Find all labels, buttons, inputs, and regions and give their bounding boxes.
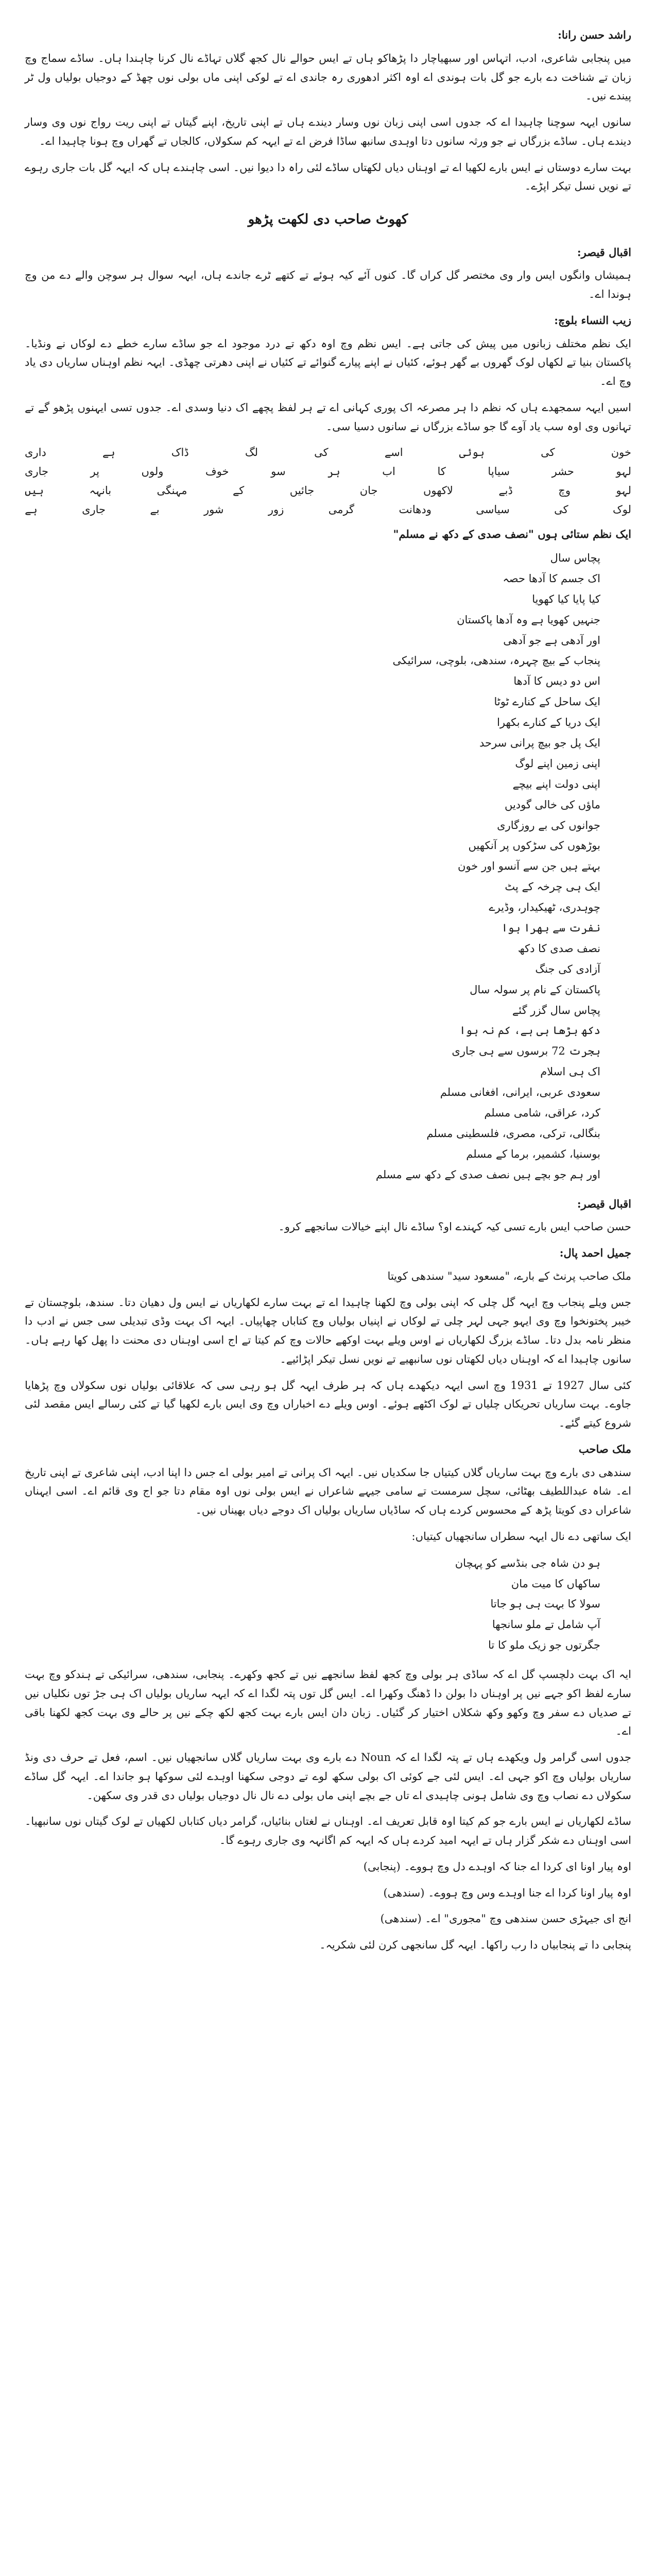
poem-line: سعودی عربی، ایرانی، افغانی مسلم [440,1086,600,1099]
section4-paragraph: جس ویلے پنجاب وچ ایہہ گل چلی کہ اپنی بولی وچ لکھنا چاہیدا اے تے بہت سارے لکھاریاں نے ایس ول دھیان دتا۔ سندھ، بلوچستان تے خیبر پختونخوا وچ وی ایہو جہی لہر چلی تے لوکاں نے اپنیاں بولیاں وچ کتاباں چھاپیاں۔ ایہہ اک بہت وڈی تبدیلی سی جس نے ادب دا منظر نامہ بدل دتا۔ ساڈے بزرگ لکھاریاں نے اوس ویلے بہت اوکھے حالات وچ کم کیتا تے اج اسی اوہناں دی محنت دا پھل کھا رہے ہاں۔ سانوں چاہیدا اے کہ اوہناں دیاں لکھتاں نوں سانبھیے تے نویں نسل تیکر اپڑائیے۔ [25,1296,631,1365]
spaced-word: کی [554,503,568,516]
poem-line: بوسنیا، کشمیر، برما کے مسلم [466,1147,600,1160]
section6-paragraph: ایہ اک بہت دلچسپ گل اے کہ ساڈی ہر بولی وچ کجھ لفظ سانجھے نیں تے کجھ وکھرے۔ پنجابی، سندھی، سرائیکی تے ہندکو وچ بہت سارے لفظ اکو جہے نیں پر اوہناں دا بولن دا ڈھنگ وکھرا اے۔ ایس گل توں پتہ لگدا اے کہ ایہہ ساریاں بولیاں اک ہی جڑ توں نکلیاں نیں تے صدیاں دے سفر وچ وکھو وکھ شکلاں اختیار کر گئیاں۔ زبان دان ایس بارے بہت کجھ لکھ چکے نیں پر حالے وی بہت کجھ لکھنا باقی اے۔ [25,1668,631,1738]
spaced-word: لوک [612,503,631,516]
poem-line: پنجاب کے بیچ چہرہ، سندھی، بلوچی، سرائیکی [392,654,600,667]
verse-line: جگرتوں جو زیک ملو کا تا [488,1639,600,1652]
poem-title: ایک نظم ستائی ہوں "نصف صدی کے دکھ نے مسلم" [393,528,631,541]
spaced-word: بانہہ [89,484,112,497]
spaced-word: ہے [25,503,38,516]
closing-line: پنجابی دا تے پنجابیاں دا رب راکھا۔ ایہہ گل سانجھی کرن لئی شکریہ۔ [319,1939,631,1952]
poem-line: ایک ہی چرخہ کے پٹ [505,880,600,893]
spaced-word: کی [541,446,555,459]
verse-line: آپ شامل تے ملو سانجھا [492,1618,600,1631]
spaced-word: وچ [558,484,571,497]
spaced-word: زور [268,503,284,516]
poem-line: بوڑھوں کی سڑکوں پر آنکھیں [468,839,600,852]
spaced-word: جان [359,484,378,497]
verse-line: سولا کا بہت ہی ہو جاتا [490,1598,600,1611]
spaced-word: خوف [205,465,229,478]
spaced-word: ہوئی [459,446,485,459]
section6-paragraph: جدوں اسی گرامر ول ویکھدے ہاں تے پتہ لگدا اے کہ Noun دے بارے وی بہت ساریاں گلاں سانجھیاں نیں۔ اسم، فعل تے حرف دی ونڈ ساریاں بولیاں وچ اکو جہی اے۔ ایس لئی جے کوئی اک بولی سکھ لوے تے دوجی سکھنا اوہدے لئی سوکھا ہو جاندا اے۔ ایہہ گل ساڈے سکولاں دے نصاب وچ وی شامل ہونی چاہیدی اے تاں جے بچے اپنی ماں بولی دے نال نال دوجیاں بولیاں دی قدر وی سکھن۔ [25,1751,631,1802]
section1-paragraph: ہمیشاں وانگوں ایس وار وی مختصر گل کراں گا۔ کنوں آئے کیہ ہوئے تے کتھے ٹرے جاندے ہاں، ایہہ سوال ہر سوچن والے دے من وچ ہوندا اے۔ [25,269,631,300]
poem-line: اک جسم کا آدھا حصہ [503,572,600,585]
spaced-word: سیاپا [488,465,510,478]
poem-line: ماؤں کی خالی گودیں [504,798,600,811]
spaced-word: ودھانت [399,503,431,516]
spaced-word: ڈاک [171,446,189,459]
spaced-word: ہیں [25,484,44,497]
poem-line: اور آدھی ہے جو آدھی [503,634,600,647]
poem-body [25,548,600,1185]
section5-verse-intro: ایک ساتھی دے نال ایہہ سطراں سانجھیاں کیتیاں: [411,1530,631,1543]
spaced-word: مہنگی [157,484,187,497]
spaced-word: ہے [102,446,115,459]
poem-line: ایک پل جو بیچ پرانی سرحد [479,737,600,750]
poem-line: ایک دریا کے کنارے بکھرا [497,716,600,729]
intro-author: راشد حسن رانا: [558,28,631,41]
poem-line: جوانوں کی بے روزگاری [497,819,600,832]
poem-line: پاکستان کے نام پر سولہ سال [470,983,600,996]
spaced-word: کے [232,484,245,497]
spaced-word: ڈبے [498,484,513,497]
spaced-word: شور [203,503,224,516]
poem-line: چوہدری، ٹھیکیدار، وڈیرے [489,901,600,914]
intro-paragraph: بہت سارے دوستاں نے ایس بارے لکھیا اے تے اوہناں دیاں لکھتاں ساڈے لئی راہ دا دیوا نیں۔ اسی چاہندے ہاں کہ ایہہ گل بات جاری رہوے تے نویں نسل تیکر اپڑے۔ [25,161,631,193]
spaced-word: اب [382,465,395,478]
spaced-word: پر [90,465,99,478]
section6-quote: انج ای جیہڑی حسن سندھی وچ "مجوری" اے۔ (سندھی) [380,1912,631,1925]
spaced-word: لہو [616,465,631,478]
section6-quote: اوہ پیار اونا کردا اے جنا اوہدے وس وچ ہووے۔ (سندھی) [383,1886,631,1899]
spaced-word-line [25,443,631,462]
section3-paragraph: حسن صاحب ایس بارے تسی کیہ کہندے او؟ ساڈے نال اپنے خیالات سانجھے کرو۔ [278,1221,631,1233]
section3-label: اقبال قیصر: [577,1197,631,1210]
poem-line: پچاس سال [550,552,600,564]
section5-verse [25,1553,600,1656]
verse-line: ساکھاں کا میت مان [511,1577,600,1590]
poem-line: اور ہم جو بچے ہیں نصف صدی کے دکھ سے مسلم [375,1168,600,1181]
spaced-word-line [25,462,631,481]
section4-intro: ملک صاحب پرنٹ کے بارے، "مسعود سید" سندھی کویتا [387,1269,631,1282]
poem-line: آزادی کی جنگ [535,962,600,975]
spaced-word: حشر [551,465,574,478]
poem-line: ایک ساحل کے کنارے ٹوٹا [494,696,600,708]
poem-line: اپنی دولت اپنے بیچے [512,777,600,790]
section6-quote: اوہ پیار اونا ای کردا اے جنا کہ اوہدے دل وچ ہووے۔ (پنجابی) [363,1860,631,1873]
spaced-word-line [25,500,631,519]
verse-line: ہو دن شاہ جی بنڈسے کو پہچان [455,1556,600,1569]
spaced-word: سو [271,465,286,478]
poem-line: ہجرت 72 برسوں سے ہی جاری [452,1045,600,1058]
section2-paragraph: اسیں ایہہ سمجھدے ہاں کہ نظم دا ہر مصرعہ اک پوری کہانی اے تے ہر لفظ پچھے اک دنیا وسدی اے۔ جدوں تسی ایہنوں پڑھو گے تے تہانوں وی اوہ سب یاد آوے گا جو ساڈے بزرگاں نے سانوں دسیا سی۔ [25,401,631,433]
section6-paragraph: ساڈے لکھاریاں نے ایس بارے جو کم کیتا اوہ قابل تعریف اے۔ اوہناں نے لغتاں بنائیاں، گرامر دیاں کتاباں لکھیاں تے لوک گیتاں نوں سانبھیا۔ اسی اوہناں دے شکر گزار ہاں تے ایہہ امید کردے ہاں کہ ایہہ کم اگانہہ وی جاری رہوے گا۔ [25,1815,631,1847]
spaced-word: جاری [25,465,48,478]
spaced-word: ولوں [141,465,164,478]
spaced-word: گرمی [328,503,355,516]
spaced-word: جائیں [289,484,315,497]
section4-label: جمیل احمد پال: [559,1246,631,1260]
section1-label: اقبال قیصر: [577,245,631,259]
section5-paragraph: سندھی دی بارے وچ بہت ساریاں گلاں کیتیاں جا سکدیاں نیں۔ ایہہ اک پرانی تے امیر بولی اے جس دا اپنا ادب، اپنی شاعری تے اپنی تاریخ اے۔ شاہ عبداللطیف بھٹائی، سچل سرمست تے سامی جیہے شاعراں نے ایس بولی نوں اوہ مقام دتا جو اج وی قائم اے۔ اسی ایہناں شاعراں دی کویتا پڑھ کے محسوس کردے ہاں کہ ساڈیاں ساریاں بولیاں اک دوجے دیاں بھیناں نیں۔ [25,1466,631,1517]
spaced-word: لاکھوں [423,484,453,497]
section4-paragraph: کئی سال 1927 تے 1931 وچ اسی ایہہ دیکھدے ہاں کہ ہر طرف ایہہ گل ہو رہی سی کہ علاقائی بولیاں نوں سکولاں وچ پڑھایا جاوے۔ بہت ساریاں تحریکاں چلیاں تے لوک اکٹھے ہوئے۔ اوس ویلے دے اخباراں وچ وی ایس بارے لکھیا گیا تے کئی رسالے ایس مقصد لئی شروع کیتے گئے۔ [25,1379,631,1430]
poem-line: اس دو دیس کا آدھا [513,675,600,688]
section2-label: زیب النساء بلوچ: [554,313,631,327]
poem-line: نصف صدی کا دکھ [517,942,600,955]
spaced-word: ہر [327,465,340,478]
spaced-word: خون [611,446,631,459]
poem-line: کیا پایا کیا کھویا [532,592,600,605]
poem-line: اک ہی اسلام [540,1065,600,1078]
spaced-word-lines [25,443,631,519]
poem-line: نفرت سے بھرا ہوا [501,922,600,935]
poem-line: اپنی زمین اپنے لوگ [515,757,600,770]
intro-paragraph: سانوں ایہہ سوچنا چاہیدا اے کہ جدوں اسی اپنی زبان نوں وسار دیندے ہاں تے اپنی تاریخ، اپنے گیتاں تے اپنی ریت رواج نوں وی وسار دیندے ہاں۔ ساڈے بزرگاں نے جو ورثہ سانوں دتا اوہدی سانبھ ساڈا فرض اے تے ایہہ کم سکولاں، کالجاں تے گھراں وچ ہونا چاہیدا اے۔ [25,116,631,147]
spaced-word: داری [25,446,46,459]
poem-line: دکھ بڑھا ہی ہے، کم نہ ہوا [459,1024,600,1037]
poem-line: بہتے ہیں جن سے آنسو اور خون [458,860,600,873]
spaced-word: کی [314,446,329,459]
spaced-word: کا [437,465,446,478]
spaced-word: اسے [384,446,403,459]
intro-paragraph: میں پنجابی شاعری، ادب، اتہاس اور سبھیاچار دا پڑھاکو ہاں تے ایس حوالے نال کجھ گلاں تہاڈے نال کرنا چاہندا ہاں۔ ساڈے سماج وچ زبان تے شناخت دے بارے جو گل بات ہوندی اے اوہ اکثر ادھوری رہ جاندی اے تے لوکی اپنی ماں بولی نوں چھڈ کے دوجیاں بولیاں ول ٹر پیندے نیں۔ [25,52,631,103]
spaced-word: لگ [245,446,258,459]
poem-line: کرد، عراقی، شامی مسلم [484,1107,600,1120]
spaced-word-line [25,481,631,500]
section4-closing: ملک صاحب [578,1442,631,1455]
spaced-word: لہو [616,484,631,497]
section2-paragraph: ایک نظم مختلف زبانوں میں پیش کی جاتی ہے۔ ایس نظم وچ اوہ دکھ تے درد موجود اے جو ساڈے سارے خطے دے لوکاں نے ونڈیا۔ پاکستان بنیا تے لکھاں لوک گھروں بے گھر ہوئے، کئیاں نے اپنے پیارے گنوائے تے کئیاں نے اپنی دھرتی چھڈی۔ ایہہ نظم اوہناں ساریاں دی یاد وچ اے۔ [25,337,631,387]
spaced-word: سیاسی [476,503,510,516]
spaced-word: جاری [82,503,106,516]
poem-line: بنگالی، ترکی، مصری، فلسطینی مسلم [426,1127,600,1140]
spaced-word: بے [150,503,160,516]
poem-line: پچاس سال گزر گئے [512,1004,600,1016]
main-heading: کھوٹ صاحب دی لکھت پڑھو [248,212,408,227]
poem-line: جنہیں کھویا ہے وہ آدھا پاکستان [457,613,600,626]
